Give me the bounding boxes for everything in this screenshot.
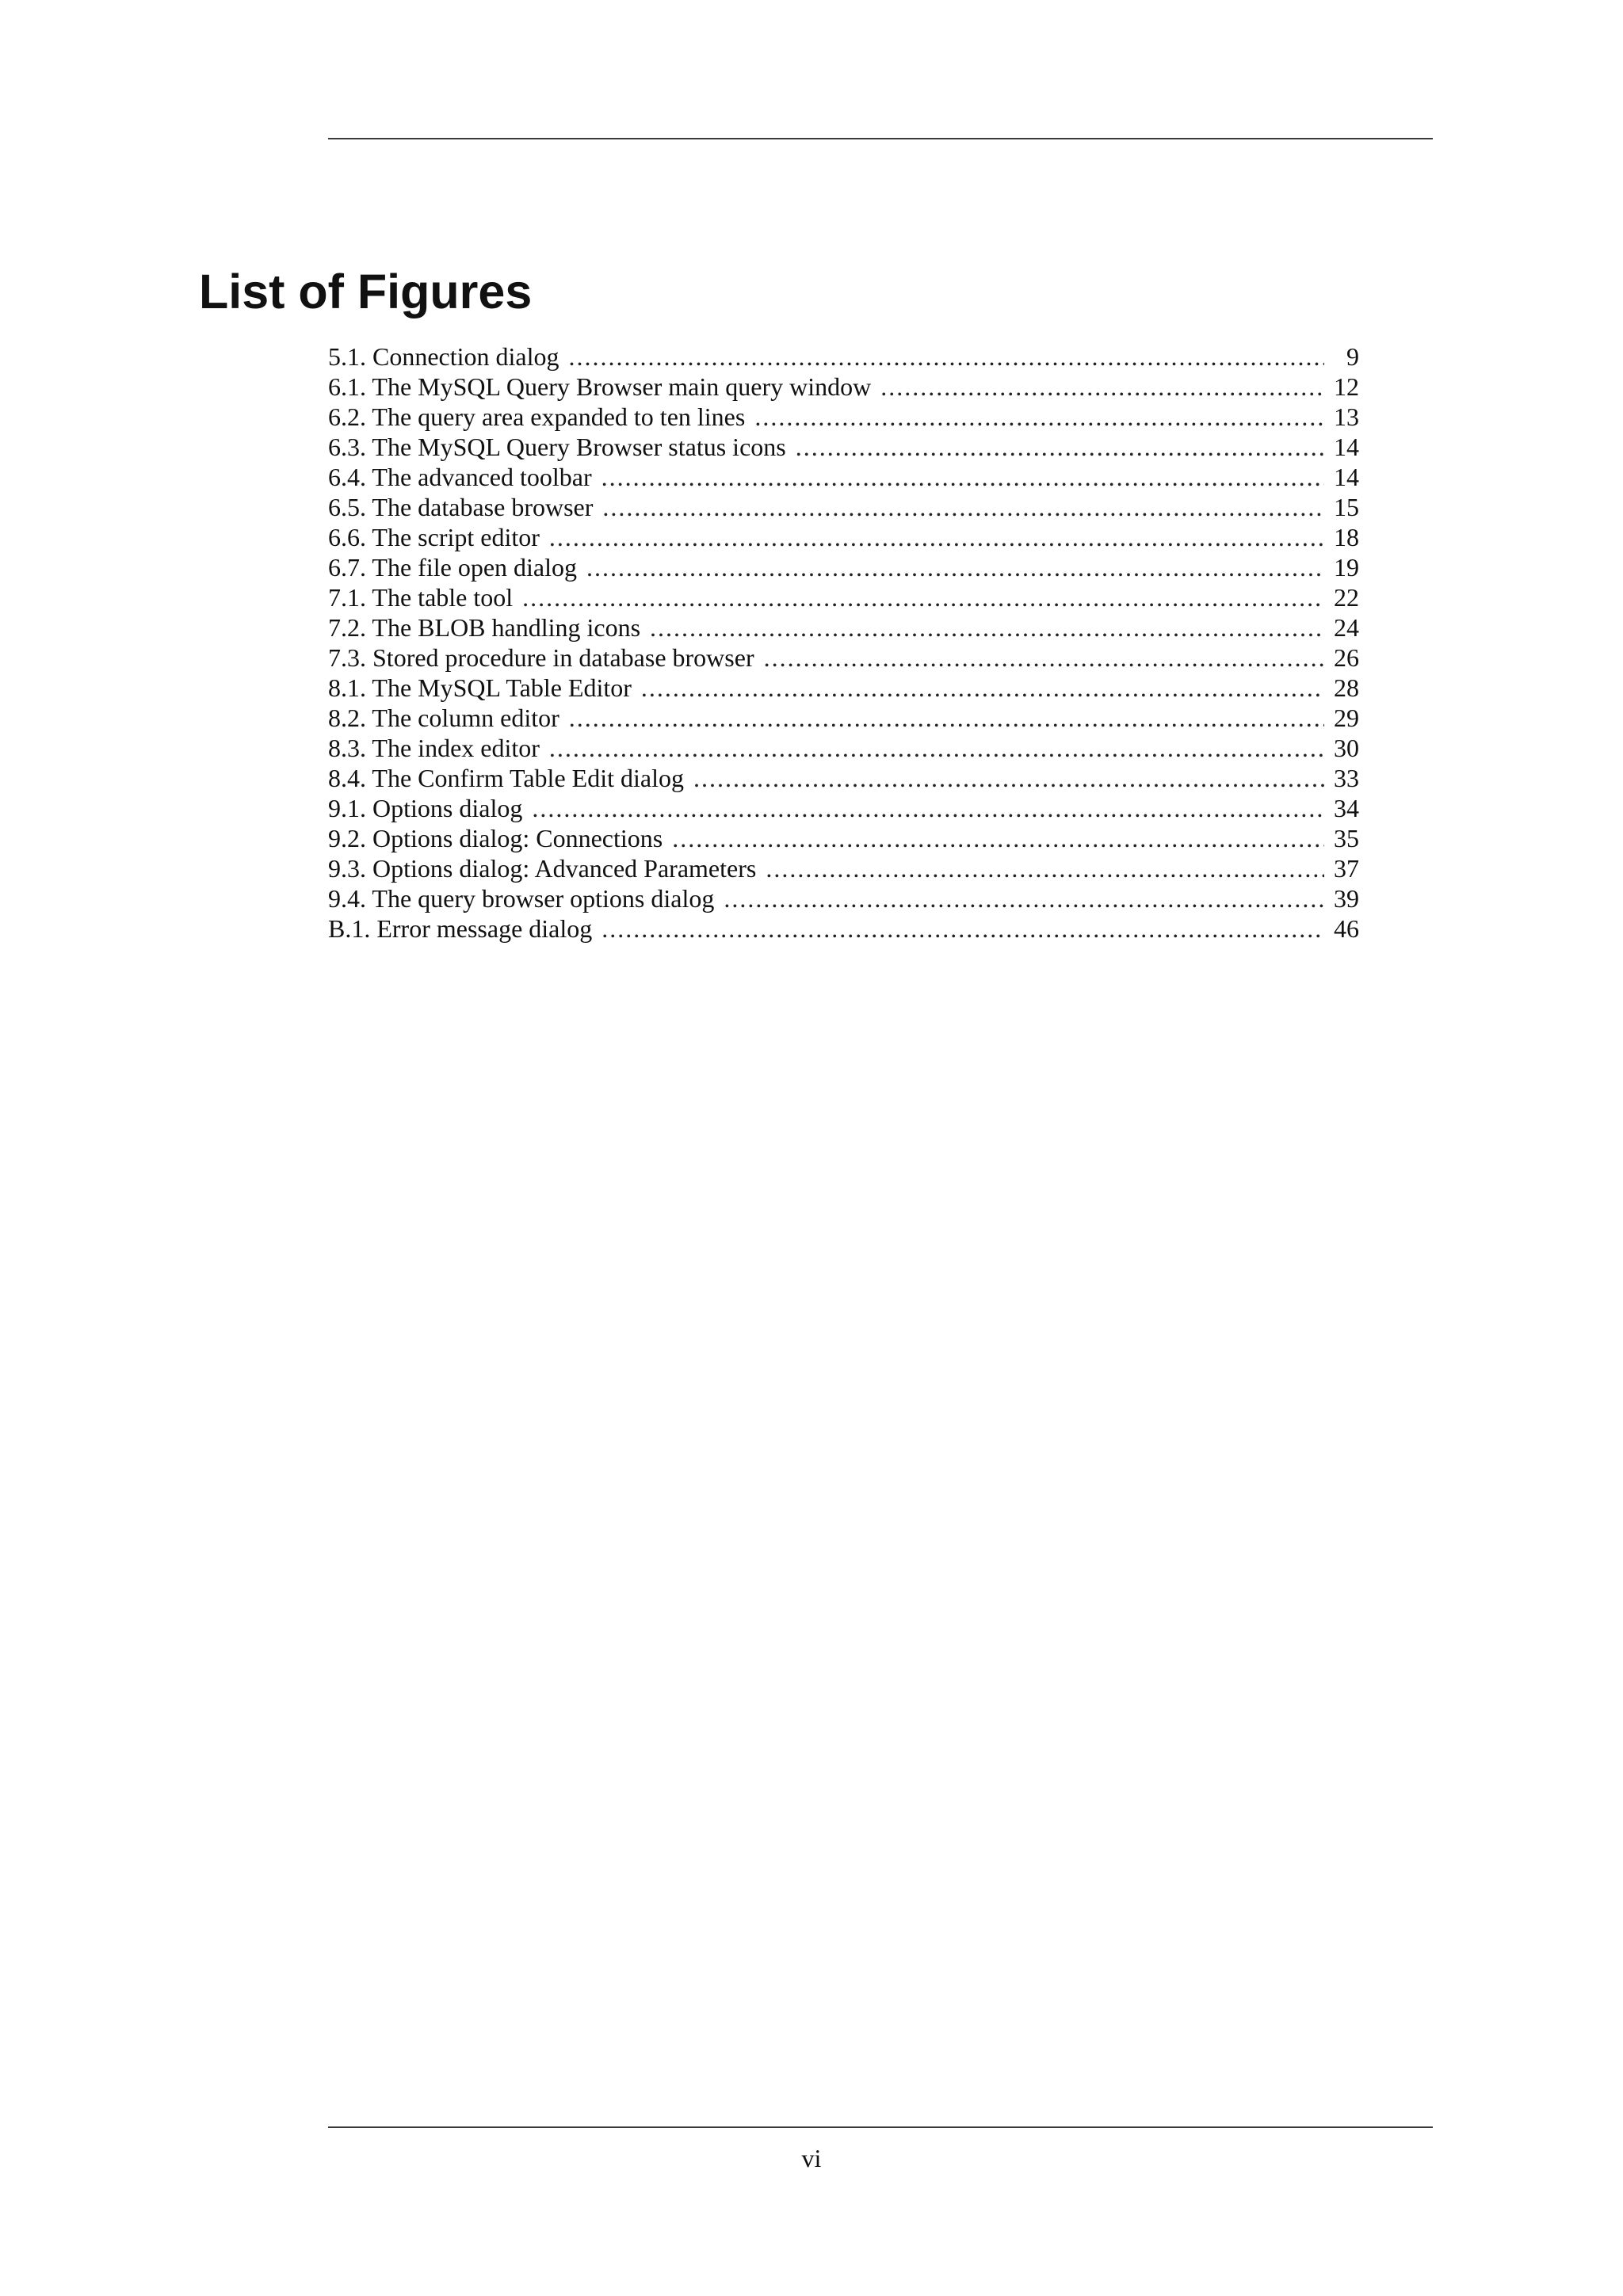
figure-entry-label[interactable]: 6.4. The advanced toolbar (328, 462, 601, 492)
figure-entry[interactable] (328, 643, 1359, 673)
dot-leader (641, 673, 1324, 703)
figure-entry[interactable] (328, 793, 1359, 823)
figure-entry-page[interactable]: 12 (1334, 372, 1359, 401)
figure-entry[interactable] (328, 462, 1359, 492)
figure-entry-page[interactable]: 26 (1334, 643, 1359, 672)
figure-entry[interactable] (328, 612, 1359, 643)
figure-entry[interactable] (328, 673, 1359, 703)
figure-entry-page[interactable]: 35 (1334, 824, 1359, 852)
figure-entry-label[interactable]: 9.2. Options dialog: Connections (328, 823, 672, 853)
figure-entry-page[interactable]: 39 (1334, 884, 1359, 913)
figure-entry-label[interactable]: 6.7. The file open dialog (328, 552, 586, 582)
dot-leader (724, 883, 1324, 913)
figure-entry-page[interactable]: 18 (1334, 523, 1359, 551)
dot-leader (569, 703, 1324, 733)
page-number: vi (801, 2144, 822, 2172)
figure-entry-label[interactable]: 7.3. Stored procedure in database browser (328, 643, 764, 673)
figure-entry-page[interactable]: 34 (1334, 794, 1359, 822)
figure-entry[interactable] (328, 733, 1359, 763)
figure-entry-page[interactable]: 33 (1334, 764, 1359, 792)
dot-leader (569, 341, 1324, 372)
dot-leader (764, 643, 1324, 673)
figure-entry[interactable] (328, 402, 1359, 432)
dot-leader (549, 733, 1324, 763)
figure-entry-page[interactable]: 46 (1334, 914, 1359, 943)
header-rule (328, 138, 1433, 139)
dot-leader (766, 853, 1324, 883)
figure-entry[interactable] (328, 823, 1359, 853)
figure-entry-label[interactable]: 7.2. The BLOB handling icons (328, 612, 650, 643)
figure-entry-label[interactable]: 6.5. The database browser (328, 492, 602, 522)
dot-leader (522, 582, 1324, 612)
dot-leader (796, 432, 1324, 462)
figure-entry-page[interactable]: 14 (1334, 463, 1359, 491)
figure-entry[interactable] (328, 432, 1359, 462)
dot-leader (601, 913, 1324, 944)
figure-entry[interactable] (328, 372, 1359, 402)
figure-entry-label[interactable]: 9.3. Options dialog: Advanced Parameters (328, 853, 766, 883)
dot-leader (532, 793, 1324, 823)
figure-entry-label[interactable]: 6.6. The script editor (328, 522, 549, 552)
figure-entry-page[interactable]: 19 (1334, 553, 1359, 582)
figure-entry[interactable] (328, 763, 1359, 793)
figure-entry[interactable] (328, 582, 1359, 612)
footer-rule (328, 2126, 1433, 2128)
dot-leader (880, 372, 1324, 402)
dot-leader (549, 522, 1324, 552)
figure-entry-label[interactable]: 7.1. The table tool (328, 582, 522, 612)
figure-entry-label[interactable]: 8.3. The index editor (328, 733, 549, 763)
dot-leader (650, 612, 1324, 643)
figure-entry-label[interactable]: 5.1. Connection dialog (328, 341, 569, 372)
figure-entry-page[interactable]: 14 (1334, 433, 1359, 461)
figure-entry-label[interactable]: 6.3. The MySQL Query Browser status icons (328, 432, 796, 462)
figure-entry-label[interactable]: B.1. Error message dialog (328, 913, 601, 944)
figure-entry-label[interactable]: 8.1. The MySQL Table Editor (328, 673, 641, 703)
figure-entry-label[interactable]: 9.4. The query browser options dialog (328, 883, 724, 913)
figure-entry-page[interactable]: 13 (1334, 402, 1359, 431)
figure-entry-page[interactable]: 28 (1334, 673, 1359, 702)
dot-leader (602, 492, 1324, 522)
figure-entry-label[interactable]: 8.2. The column editor (328, 703, 569, 733)
dot-leader (586, 552, 1324, 582)
figure-entry-label[interactable]: 9.1. Options dialog (328, 793, 532, 823)
figure-entry[interactable] (328, 703, 1359, 733)
dot-leader (754, 402, 1324, 432)
figure-entry-label[interactable]: 8.4. The Confirm Table Edit dialog (328, 763, 693, 793)
figure-entry[interactable] (328, 913, 1359, 944)
figure-entry-page[interactable]: 22 (1334, 583, 1359, 612)
figure-entry[interactable] (328, 883, 1359, 913)
dot-leader (693, 763, 1324, 793)
figure-entry[interactable] (328, 341, 1359, 372)
figure-entry[interactable] (328, 853, 1359, 883)
figure-entry-label[interactable]: 6.1. The MySQL Query Browser main query window (328, 372, 880, 402)
figure-entry-page[interactable]: 37 (1334, 854, 1359, 883)
figure-entry-page[interactable]: 30 (1334, 734, 1359, 762)
figure-entry-page[interactable]: 24 (1334, 613, 1359, 642)
figure-entry-page[interactable]: 9 (1346, 342, 1359, 371)
figure-entry[interactable] (328, 522, 1359, 552)
figure-entry-label[interactable]: 6.2. The query area expanded to ten lines (328, 402, 754, 432)
figure-entry[interactable] (328, 552, 1359, 582)
dot-leader (672, 823, 1324, 853)
figure-entry[interactable] (328, 492, 1359, 522)
page-title: List of Figures (199, 265, 533, 318)
figure-entry-page[interactable]: 29 (1334, 704, 1359, 732)
dot-leader (601, 462, 1324, 492)
figure-entry-page[interactable]: 15 (1334, 493, 1359, 521)
list-of-figures (328, 341, 1359, 944)
